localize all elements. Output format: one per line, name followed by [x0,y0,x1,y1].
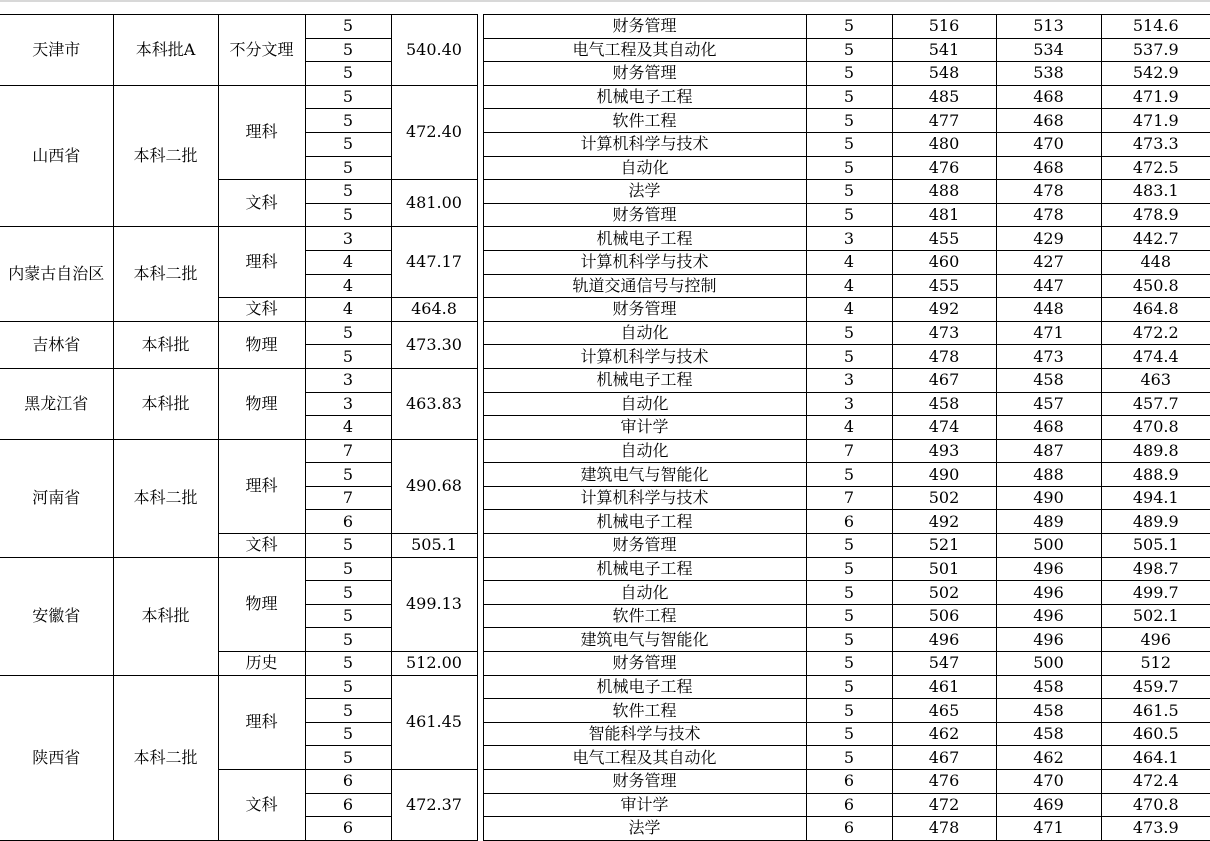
avg-score-cell: 537.9 [1101,38,1210,62]
admitted-count-cell: 6 [806,817,892,841]
track-cell: 文科 [218,770,305,841]
batch-cell: 本科批 [113,368,218,439]
batch-cell: 本科二批 [113,227,218,321]
avg-score-cell: 457.7 [1101,392,1210,416]
avg-score-cell: 470.8 [1101,793,1210,817]
min-score-cell: 470 [996,770,1101,794]
track-cell: 文科 [218,298,305,322]
max-score-cell: 478 [892,817,996,841]
province-cell: 安徽省 [0,557,113,675]
max-score-cell: 488 [892,180,996,204]
max-score-cell: 547 [892,652,996,676]
admitted-count-cell: 7 [806,486,892,510]
min-score-cell: 447 [996,274,1101,298]
plan-count-cell: 5 [305,156,391,180]
min-score-cell: 469 [996,793,1101,817]
plan-count-cell: 5 [305,180,391,204]
max-score-cell: 460 [892,250,996,274]
admitted-count-cell: 5 [806,722,892,746]
major-cell: 机械电子工程 [483,675,806,699]
plan-count-cell: 5 [305,534,391,558]
major-cell: 法学 [483,817,806,841]
max-score-cell: 458 [892,392,996,416]
avg-score-cell: 499.7 [1101,581,1210,605]
max-score-cell: 492 [892,510,996,534]
avg-score-cell: 460.5 [1101,722,1210,746]
plan-count-cell: 5 [305,699,391,723]
max-score-cell: 461 [892,675,996,699]
max-score-cell: 485 [892,85,996,109]
admitted-count-cell: 5 [806,62,892,86]
track-cell: 物理 [218,321,305,368]
major-cell: 机械电子工程 [483,368,806,392]
min-score-cell: 468 [996,85,1101,109]
plan-count-cell: 4 [305,274,391,298]
avg-score-cell: 489.8 [1101,439,1210,463]
major-cell: 财务管理 [483,298,806,322]
table-body [0,15,1210,841]
min-score-cell: 478 [996,203,1101,227]
admitted-count-cell: 3 [806,392,892,416]
major-cell: 软件工程 [483,604,806,628]
track-cell: 理科 [218,675,305,769]
max-score-cell: 521 [892,534,996,558]
avg-score-cell: 463 [1101,368,1210,392]
min-score-cell: 534 [996,38,1101,62]
table-row [0,321,1210,345]
batch-cell: 本科二批 [113,439,218,557]
plan-count-cell: 5 [305,557,391,581]
avg-score-cell: 473.3 [1101,132,1210,156]
max-score-cell: 455 [892,274,996,298]
average-score-cell: 463.83 [391,368,477,439]
major-cell: 财务管理 [483,62,806,86]
max-score-cell: 548 [892,62,996,86]
average-score-cell: 472.40 [391,85,477,179]
track-cell: 不分文理 [218,15,305,86]
max-score-cell: 473 [892,321,996,345]
plan-count-cell: 5 [305,15,391,39]
plan-count-cell: 6 [305,793,391,817]
max-score-cell: 493 [892,439,996,463]
min-score-cell: 457 [996,392,1101,416]
min-score-cell: 488 [996,463,1101,487]
average-score-cell: 461.45 [391,675,477,769]
major-cell: 机械电子工程 [483,227,806,251]
avg-score-cell: 459.7 [1101,675,1210,699]
major-cell: 法学 [483,180,806,204]
min-score-cell: 468 [996,416,1101,440]
avg-score-cell: 472.4 [1101,770,1210,794]
avg-score-cell: 478.9 [1101,203,1210,227]
avg-score-cell: 448 [1101,250,1210,274]
admitted-count-cell: 5 [806,203,892,227]
plan-count-cell: 5 [305,675,391,699]
average-score-cell: 481.00 [391,180,477,227]
min-score-cell: 496 [996,628,1101,652]
average-score-cell: 490.68 [391,439,477,533]
plan-count-cell: 5 [305,85,391,109]
avg-score-cell: 471.9 [1101,109,1210,133]
major-cell: 计算机科学与技术 [483,345,806,369]
admitted-count-cell: 5 [806,699,892,723]
admitted-count-cell: 5 [806,132,892,156]
plan-count-cell: 5 [305,203,391,227]
major-cell: 轨道交通信号与控制 [483,274,806,298]
major-cell: 自动化 [483,581,806,605]
province-cell: 内蒙古自治区 [0,227,113,321]
plan-count-cell: 3 [305,392,391,416]
min-score-cell: 458 [996,368,1101,392]
max-score-cell: 478 [892,345,996,369]
avg-score-cell: 483.1 [1101,180,1210,204]
batch-cell: 本科二批 [113,85,218,227]
table-row [0,15,1210,39]
table-row [0,368,1210,392]
min-score-cell: 458 [996,699,1101,723]
avg-score-cell: 498.7 [1101,557,1210,581]
max-score-cell: 496 [892,628,996,652]
major-cell: 审计学 [483,793,806,817]
avg-score-cell: 488.9 [1101,463,1210,487]
max-score-cell: 467 [892,746,996,770]
province-cell: 山西省 [0,85,113,227]
major-cell: 财务管理 [483,652,806,676]
min-score-cell: 448 [996,298,1101,322]
max-score-cell: 474 [892,416,996,440]
max-score-cell: 462 [892,722,996,746]
avg-score-cell: 473.9 [1101,817,1210,841]
top-border [0,0,1210,2]
batch-cell: 本科批 [113,557,218,675]
average-score-cell: 464.8 [391,298,477,322]
track-cell: 文科 [218,180,305,227]
admitted-count-cell: 5 [806,652,892,676]
min-score-cell: 496 [996,557,1101,581]
admitted-count-cell: 5 [806,180,892,204]
major-cell: 自动化 [483,156,806,180]
min-score-cell: 496 [996,581,1101,605]
admitted-count-cell: 5 [806,321,892,345]
average-score-cell: 505.1 [391,534,477,558]
max-score-cell: 501 [892,557,996,581]
min-score-cell: 471 [996,817,1101,841]
max-score-cell: 472 [892,793,996,817]
plan-count-cell: 6 [305,817,391,841]
min-score-cell: 487 [996,439,1101,463]
avg-score-cell: 542.9 [1101,62,1210,86]
avg-score-cell: 464.8 [1101,298,1210,322]
batch-cell: 本科二批 [113,675,218,840]
major-cell: 审计学 [483,416,806,440]
admitted-count-cell: 5 [806,463,892,487]
min-score-cell: 458 [996,722,1101,746]
plan-count-cell: 5 [305,652,391,676]
avg-score-cell: 464.1 [1101,746,1210,770]
avg-score-cell: 450.8 [1101,274,1210,298]
track-cell: 物理 [218,557,305,651]
plan-count-cell: 7 [305,439,391,463]
admitted-count-cell: 4 [806,250,892,274]
min-score-cell: 496 [996,604,1101,628]
major-cell: 机械电子工程 [483,85,806,109]
avg-score-cell: 471.9 [1101,85,1210,109]
plan-count-cell: 5 [305,604,391,628]
min-score-cell: 429 [996,227,1101,251]
admitted-count-cell: 5 [806,628,892,652]
average-score-cell: 447.17 [391,227,477,298]
track-cell: 历史 [218,652,305,676]
admitted-count-cell: 6 [806,793,892,817]
max-score-cell: 506 [892,604,996,628]
admitted-count-cell: 5 [806,345,892,369]
max-score-cell: 465 [892,699,996,723]
admitted-count-cell: 5 [806,557,892,581]
avg-score-cell: 489.9 [1101,510,1210,534]
table-row [0,85,1210,109]
min-score-cell: 489 [996,510,1101,534]
plan-count-cell: 5 [305,109,391,133]
major-cell: 计算机科学与技术 [483,250,806,274]
min-score-cell: 470 [996,132,1101,156]
avg-score-cell: 494.1 [1101,486,1210,510]
track-cell: 理科 [218,227,305,298]
max-score-cell: 516 [892,15,996,39]
admitted-count-cell: 5 [806,156,892,180]
plan-count-cell: 4 [305,250,391,274]
plan-count-cell: 4 [305,416,391,440]
admitted-count-cell: 5 [806,675,892,699]
avg-score-cell: 502.1 [1101,604,1210,628]
plan-count-cell: 7 [305,486,391,510]
min-score-cell: 468 [996,109,1101,133]
admitted-count-cell: 6 [806,510,892,534]
plan-count-cell: 5 [305,722,391,746]
admitted-count-cell: 5 [806,38,892,62]
admitted-count-cell: 5 [806,534,892,558]
major-cell: 自动化 [483,321,806,345]
avg-score-cell: 514.6 [1101,15,1210,39]
min-score-cell: 458 [996,675,1101,699]
max-score-cell: 541 [892,38,996,62]
major-cell: 软件工程 [483,109,806,133]
min-score-cell: 513 [996,15,1101,39]
province-cell: 天津市 [0,15,113,86]
major-cell: 财务管理 [483,203,806,227]
max-score-cell: 480 [892,132,996,156]
plan-count-cell: 5 [305,463,391,487]
major-cell: 计算机科学与技术 [483,486,806,510]
admitted-count-cell: 5 [806,581,892,605]
track-cell: 物理 [218,368,305,439]
max-score-cell: 492 [892,298,996,322]
admitted-count-cell: 3 [806,368,892,392]
plan-count-cell: 6 [305,770,391,794]
major-cell: 财务管理 [483,770,806,794]
major-cell: 电气工程及其自动化 [483,38,806,62]
plan-count-cell: 5 [305,132,391,156]
table-row [0,439,1210,463]
admitted-count-cell: 3 [806,227,892,251]
plan-count-cell: 6 [305,510,391,534]
max-score-cell: 455 [892,227,996,251]
major-cell: 机械电子工程 [483,557,806,581]
major-cell: 自动化 [483,392,806,416]
admitted-count-cell: 4 [806,416,892,440]
major-cell: 财务管理 [483,15,806,39]
table-row [0,227,1210,251]
max-score-cell: 476 [892,770,996,794]
major-cell: 计算机科学与技术 [483,132,806,156]
plan-count-cell: 5 [305,746,391,770]
min-score-cell: 468 [996,156,1101,180]
avg-score-cell: 472.2 [1101,321,1210,345]
avg-score-cell: 472.5 [1101,156,1210,180]
province-cell: 陕西省 [0,675,113,840]
admitted-count-cell: 5 [806,746,892,770]
province-cell: 河南省 [0,439,113,557]
max-score-cell: 502 [892,581,996,605]
avg-score-cell: 470.8 [1101,416,1210,440]
avg-score-cell: 461.5 [1101,699,1210,723]
admitted-count-cell: 5 [806,15,892,39]
max-score-cell: 477 [892,109,996,133]
min-score-cell: 538 [996,62,1101,86]
admitted-count-cell: 6 [806,770,892,794]
plan-count-cell: 5 [305,321,391,345]
admitted-count-cell: 4 [806,298,892,322]
avg-score-cell: 442.7 [1101,227,1210,251]
plan-count-cell: 5 [305,345,391,369]
avg-score-cell: 496 [1101,628,1210,652]
admitted-count-cell: 4 [806,274,892,298]
track-cell: 文科 [218,534,305,558]
table-row [0,557,1210,581]
average-score-cell: 472.37 [391,770,477,841]
min-score-cell: 490 [996,486,1101,510]
min-score-cell: 471 [996,321,1101,345]
avg-score-cell: 512 [1101,652,1210,676]
min-score-cell: 500 [996,534,1101,558]
table-row [0,675,1210,699]
major-cell: 软件工程 [483,699,806,723]
batch-cell: 本科批A [113,15,218,86]
admitted-count-cell: 5 [806,109,892,133]
major-cell: 自动化 [483,439,806,463]
major-cell: 机械电子工程 [483,510,806,534]
max-score-cell: 476 [892,156,996,180]
plan-count-cell: 5 [305,38,391,62]
max-score-cell: 490 [892,463,996,487]
major-cell: 电气工程及其自动化 [483,746,806,770]
max-score-cell: 502 [892,486,996,510]
track-cell: 理科 [218,439,305,533]
track-cell: 理科 [218,85,305,179]
max-score-cell: 481 [892,203,996,227]
province-cell: 黑龙江省 [0,368,113,439]
avg-score-cell: 505.1 [1101,534,1210,558]
plan-count-cell: 4 [305,298,391,322]
max-score-cell: 467 [892,368,996,392]
plan-count-cell: 5 [305,581,391,605]
major-cell: 财务管理 [483,534,806,558]
admission-score-table [0,14,1210,841]
min-score-cell: 427 [996,250,1101,274]
min-score-cell: 462 [996,746,1101,770]
admitted-count-cell: 7 [806,439,892,463]
admitted-count-cell: 5 [806,604,892,628]
average-score-cell: 540.40 [391,15,477,86]
province-cell: 吉林省 [0,321,113,368]
admitted-count-cell: 5 [806,85,892,109]
major-cell: 建筑电气与智能化 [483,463,806,487]
plan-count-cell: 5 [305,62,391,86]
plan-count-cell: 5 [305,628,391,652]
average-score-cell: 473.30 [391,321,477,368]
plan-count-cell: 3 [305,368,391,392]
plan-count-cell: 3 [305,227,391,251]
avg-score-cell: 474.4 [1101,345,1210,369]
batch-cell: 本科批 [113,321,218,368]
min-score-cell: 473 [996,345,1101,369]
major-cell: 智能科学与技术 [483,722,806,746]
min-score-cell: 478 [996,180,1101,204]
min-score-cell: 500 [996,652,1101,676]
average-score-cell: 499.13 [391,557,477,651]
major-cell: 建筑电气与智能化 [483,628,806,652]
average-score-cell: 512.00 [391,652,477,676]
